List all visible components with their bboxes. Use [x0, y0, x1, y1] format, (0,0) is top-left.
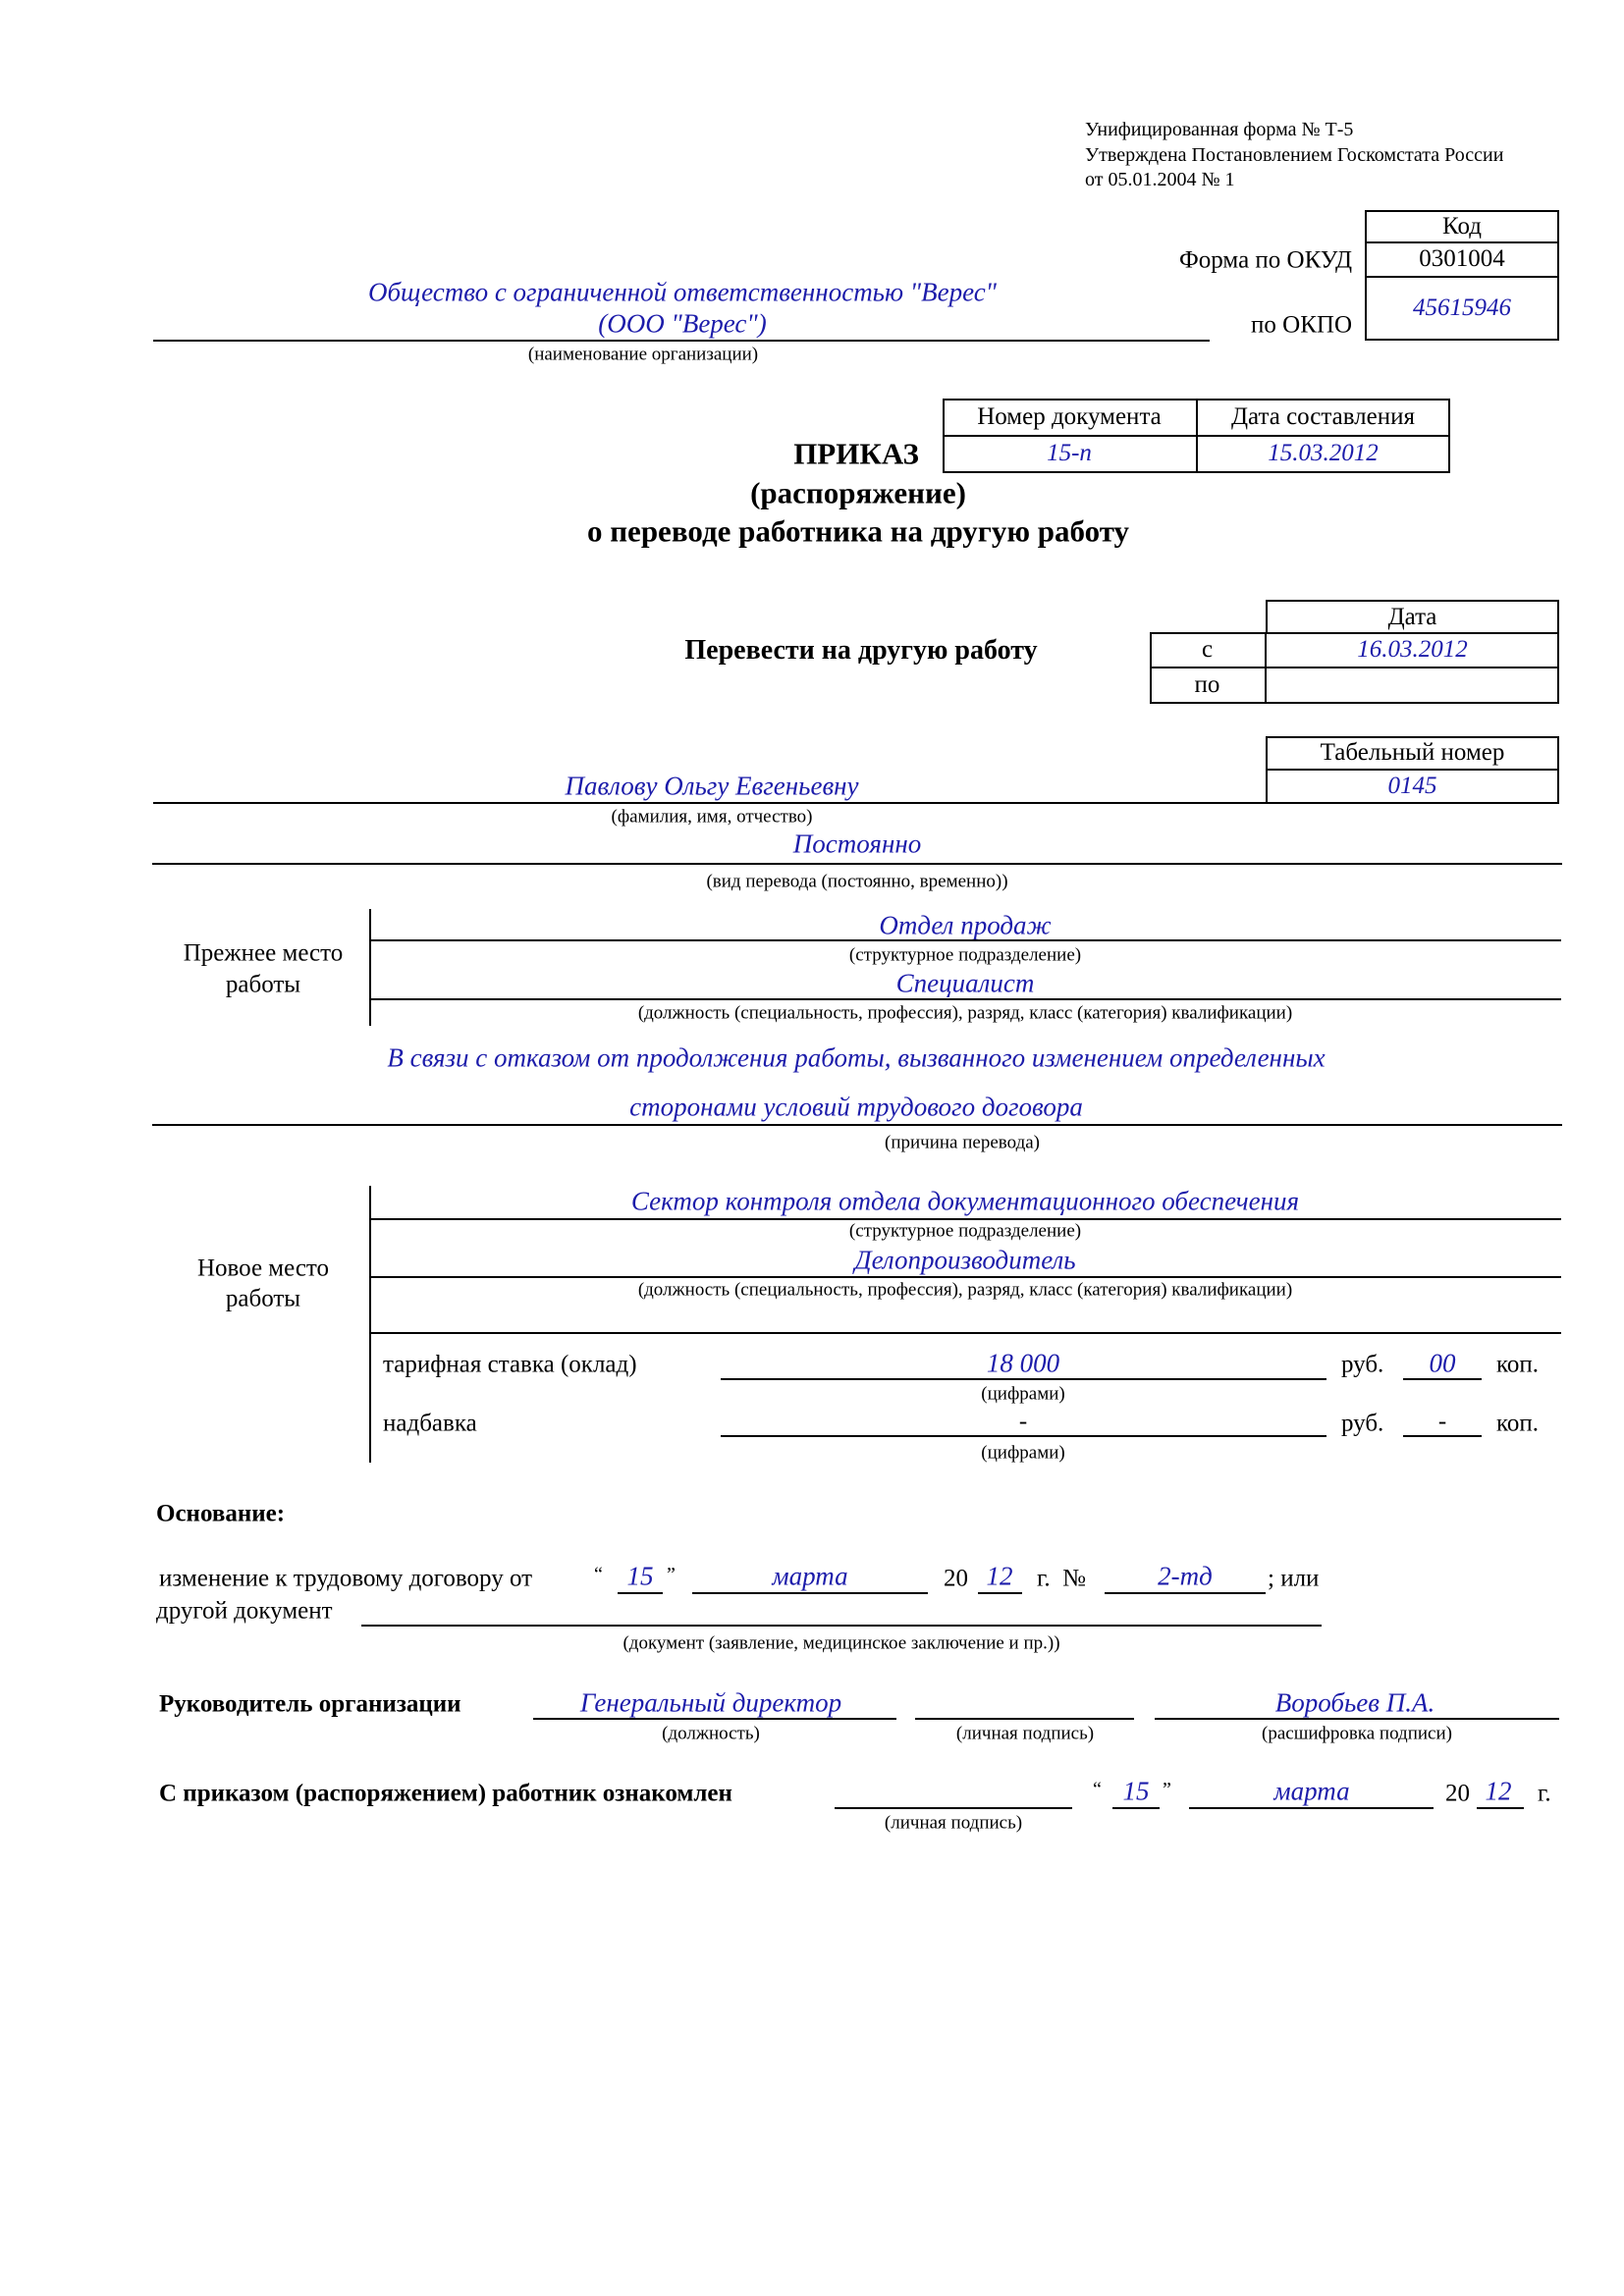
- employee-name[interactable]: Павлову Ольгу Евгеньевну: [565, 771, 859, 801]
- quote-open: “: [1093, 1779, 1102, 1800]
- acknowledge-label: С приказом (распоряжением) работник ознакомлен: [159, 1780, 732, 1807]
- head-signature-line[interactable]: [915, 1718, 1134, 1720]
- underline: [1105, 1592, 1266, 1594]
- underline: [1112, 1807, 1160, 1809]
- quote-open: “: [594, 1564, 603, 1585]
- rate-label: тарифная ставка (оклад): [383, 1351, 637, 1378]
- document-subject: о переводе работника на другую работу: [586, 513, 1130, 549]
- acknowledge-day[interactable]: 15: [1122, 1776, 1150, 1806]
- employee-signature-caption: (личная подпись): [884, 1812, 1023, 1834]
- organization-caption: (наименование организации): [527, 344, 759, 365]
- tab-number-value[interactable]: 0145: [1387, 773, 1437, 799]
- rate-underline: [721, 1378, 1326, 1380]
- other-document-caption: (документ (заявление, медицинское заключение и пр.)): [623, 1632, 1060, 1654]
- quote-close: ”: [1163, 1779, 1171, 1800]
- organization-name-line-2[interactable]: (ООО "Верес"): [598, 308, 767, 339]
- form-reference-line-1: Унифицированная форма № Т-5: [1085, 119, 1354, 140]
- head-name[interactable]: Воробьев П.А.: [1274, 1687, 1435, 1718]
- divider: [369, 1332, 1561, 1334]
- underline: [978, 1592, 1022, 1594]
- document-subtitle: (распоряжение): [750, 475, 966, 510]
- transfer-from-label: с: [1201, 636, 1214, 663]
- basis-or: ; или: [1268, 1565, 1320, 1592]
- previous-position[interactable]: Специалист: [895, 968, 1035, 998]
- organization-name-line-1[interactable]: Общество с ограниченной ответственностью "Верес": [367, 277, 998, 307]
- previous-place-label-1: Прежнее место: [183, 939, 344, 967]
- rate-caption: (цифрами): [981, 1383, 1065, 1405]
- acknowledge-month[interactable]: марта: [1273, 1776, 1350, 1806]
- divider: [369, 939, 1561, 941]
- divider: [369, 1276, 1561, 1278]
- head-signature-caption: (личная подпись): [955, 1723, 1095, 1744]
- underline: [1477, 1807, 1524, 1809]
- basis-number[interactable]: 2-тд: [1158, 1561, 1213, 1591]
- new-department-caption: (структурное подразделение): [848, 1220, 1082, 1242]
- bonus-caption: (цифрами): [981, 1442, 1065, 1464]
- basis-year[interactable]: 12: [986, 1561, 1013, 1591]
- acknowledge-year-suffix: г.: [1538, 1780, 1551, 1807]
- rate-value[interactable]: 18 000: [986, 1348, 1060, 1378]
- okpo-value[interactable]: 45615946: [1413, 294, 1511, 321]
- transfer-type-underline: [152, 863, 1562, 865]
- previous-position-caption: (должность (специальность, профессия), разряд, класс (категория) квалификации): [637, 1002, 1293, 1024]
- acknowledge-year-prefix: 20: [1445, 1780, 1470, 1807]
- transfer-to-label: по: [1194, 671, 1220, 698]
- transfer-from-date[interactable]: 16.03.2012: [1357, 636, 1468, 663]
- employee-signature-line[interactable]: [835, 1807, 1072, 1809]
- previous-place-label-2: работы: [225, 971, 301, 998]
- rate-rub-label: руб.: [1341, 1351, 1384, 1378]
- head-name-caption: (расшифровка подписи): [1262, 1723, 1452, 1744]
- transfer-type[interactable]: Постоянно: [792, 828, 922, 859]
- okud-label: Форма по ОКУД: [1179, 246, 1352, 274]
- document-date-header: Дата составления: [1230, 403, 1416, 430]
- basis-day[interactable]: 15: [626, 1561, 654, 1591]
- divider: [152, 1124, 1562, 1126]
- previous-department-caption: (структурное подразделение): [848, 944, 1082, 966]
- divider: [369, 909, 371, 1026]
- employee-name-caption: (фамилия, имя, отчество): [611, 806, 813, 828]
- rate-kop-value[interactable]: 00: [1429, 1348, 1456, 1378]
- underline: [1155, 1718, 1559, 1720]
- document-title: ПРИКАЗ: [793, 436, 919, 471]
- new-position[interactable]: Делопроизводитель: [854, 1245, 1076, 1275]
- new-place-label-1: Новое место: [196, 1255, 330, 1282]
- bonus-underline: [721, 1435, 1326, 1437]
- basis-heading: Основание:: [156, 1500, 286, 1527]
- bonus-label: надбавка: [383, 1410, 477, 1437]
- bonus-kop-value[interactable]: -: [1437, 1408, 1447, 1435]
- acknowledge-year[interactable]: 12: [1485, 1776, 1512, 1806]
- bonus-value[interactable]: -: [1018, 1408, 1028, 1435]
- transfer-date-header: Дата: [1387, 603, 1437, 630]
- okpo-label: по ОКПО: [1251, 311, 1352, 339]
- reason-caption: (причина перевода): [885, 1132, 1040, 1153]
- rate-kop-underline: [1403, 1378, 1482, 1380]
- other-document-label: другой документ: [156, 1597, 333, 1625]
- underline: [618, 1592, 663, 1594]
- basis-number-label: г. №: [1037, 1565, 1087, 1592]
- document-date[interactable]: 15.03.2012: [1268, 440, 1379, 466]
- underline: [1189, 1807, 1434, 1809]
- head-position-caption: (должность): [662, 1723, 760, 1744]
- quote-close: ”: [667, 1564, 676, 1585]
- rate-kop-label: коп.: [1496, 1351, 1540, 1378]
- new-department[interactable]: Сектор контроля отдела документационного обеспечения: [630, 1186, 1300, 1216]
- document-number-header: Номер документа: [977, 403, 1162, 430]
- form-reference-line-2: Утверждена Постановлением Госкомстата России: [1085, 144, 1504, 166]
- divider: [369, 998, 1561, 1000]
- okud-value: 0301004: [1419, 245, 1505, 272]
- head-position[interactable]: Генеральный директор: [579, 1687, 842, 1718]
- new-position-caption: (должность (специальность, профессия), разряд, класс (категория) квалификации): [637, 1279, 1293, 1301]
- underline: [361, 1625, 1322, 1627]
- basis-text: изменение к трудовому договору от: [159, 1565, 533, 1592]
- basis-month[interactable]: марта: [772, 1561, 848, 1591]
- reason-line-1[interactable]: В связи с отказом от продолжения работы, вызванного изменением определенных: [387, 1042, 1326, 1073]
- document-number[interactable]: 15-п: [1047, 440, 1092, 466]
- underline: [692, 1592, 928, 1594]
- underline: [533, 1718, 896, 1720]
- bonus-kop-label: коп.: [1496, 1410, 1540, 1437]
- transfer-to-date[interactable]: [1266, 667, 1559, 703]
- basis-year-prefix: 20: [944, 1565, 968, 1592]
- form-reference-line-3: от 05.01.2004 № 1: [1085, 169, 1235, 190]
- employee-name-underline: [153, 802, 1266, 804]
- bonus-kop-underline: [1403, 1435, 1482, 1437]
- transfer-label: Перевести на другую работу: [684, 635, 1038, 666]
- new-place-label-2: работы: [225, 1285, 301, 1312]
- code-header: Код: [1442, 212, 1482, 240]
- bonus-rub-label: руб.: [1341, 1410, 1384, 1437]
- previous-department[interactable]: Отдел продаж: [879, 910, 1052, 940]
- transfer-type-caption: (вид перевода (постоянно, временно)): [706, 871, 1008, 892]
- divider: [369, 1186, 371, 1463]
- head-label: Руководитель организации: [159, 1690, 461, 1718]
- tab-number-header: Табельный номер: [1320, 739, 1505, 766]
- organization-underline: [153, 340, 1210, 342]
- reason-line-2[interactable]: сторонами условий трудового договора: [629, 1092, 1083, 1122]
